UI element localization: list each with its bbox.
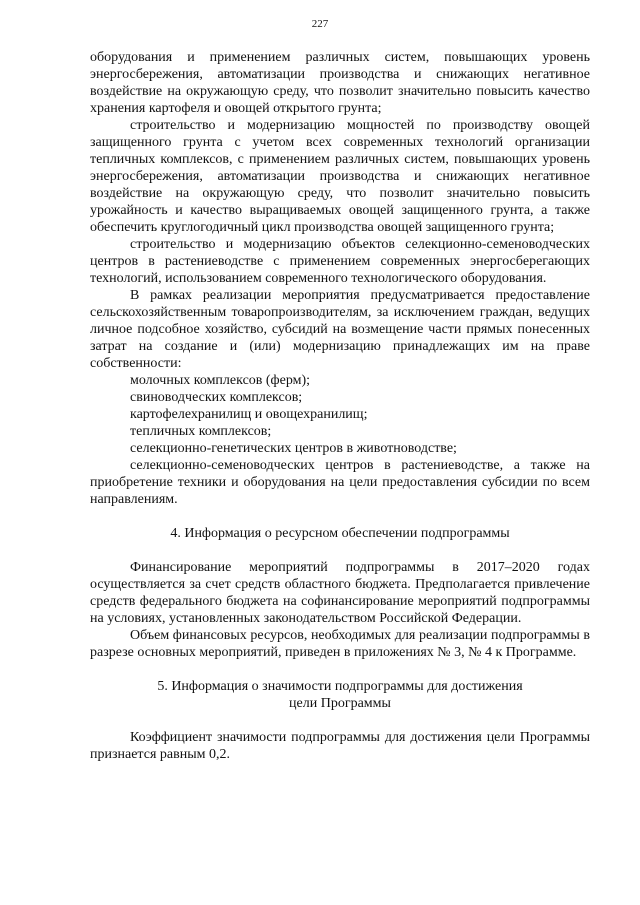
list-item: свиноводческих комплексов;: [130, 390, 303, 405]
list-item: картофелехранилищ и овощехранилищ;: [130, 407, 368, 422]
paragraph-seed-centers: строительство и модернизацию объектов селекционно-семеноводческих центров в растениеводстве с применением современных энергосберегающих технологий, использованием современного технологического оборудования.: [90, 237, 590, 286]
list-item: селекционно-генетических центров в животноводстве;: [130, 441, 457, 456]
paragraph-greenhouse: строительство и модернизацию мощностей по производству овощей защищенного грунта с учетом всех современных технологий организации тепличных комплексов, с применением различных систем, повышающих уровень энергосбережения, автоматизации производства и снижающих негативное воздействие на окружающую среду, что позволит значительно повысить урожайность и качество выращиваемых овощей защищенного грунта, а также обеспечить круглогодичный цикл производства овощей защищенного грунта;: [90, 118, 590, 235]
paragraph-after-list: селекционно-семеноводческих центров в растениеводстве, а также на приобретение техники и оборудования на цели предоставления субсидии по всем направлениям.: [90, 458, 590, 507]
page-number: 227: [311, 18, 329, 30]
list-item: тепличных комплексов;: [130, 424, 272, 439]
paragraph-subsidies: В рамках реализации мероприятия предусматривается предоставление сельскохозяйственным товаропроизводителям, за исключением граждан, ведущих личное подсобное хозяйство, субсидий на возмещение части прямых понесенных затрат на создание и (или) модернизацию принадлежащих им на праве собственности:: [90, 288, 590, 371]
list-item: молочных комплексов (ферм);: [130, 373, 311, 388]
document-body: [90, 49, 590, 763]
section-5-heading-line-2: цели Программы: [289, 696, 391, 711]
section-5-paragraph-1: Коэффициент значимости подпрограммы для достижения цели Программы признается равным 0,2.: [90, 730, 590, 762]
paragraph-continuation: оборудования и применением различных систем, повышающих уровень энергосбережения, автоматизации производства и снижающих негативное воздействие на окружающую среду, что позволит значительно повысить качество хранения картофеля и овощей открытого грунта;: [90, 50, 590, 116]
section-4-heading: 4. Информация о ресурсном обеспечении подпрограммы: [170, 526, 510, 541]
section-4-paragraph-2: Объем финансовых ресурсов, необходимых для реализации подпрограммы в разрезе основных мероприятий, приведен в приложениях № 3, № 4 к Программе.: [90, 628, 590, 660]
section-5-heading-line-1: 5. Информация о значимости подпрограммы для достижения: [157, 679, 523, 694]
section-4-paragraph-1: Финансирование мероприятий подпрограммы в 2017–2020 годах осуществляется за счет средств областного бюджета. Предполагается привлечение средств федерального бюджета на софинансирование мероприятий подпрограммы на условиях, установленных законодательством Российской Федерации.: [90, 560, 590, 626]
